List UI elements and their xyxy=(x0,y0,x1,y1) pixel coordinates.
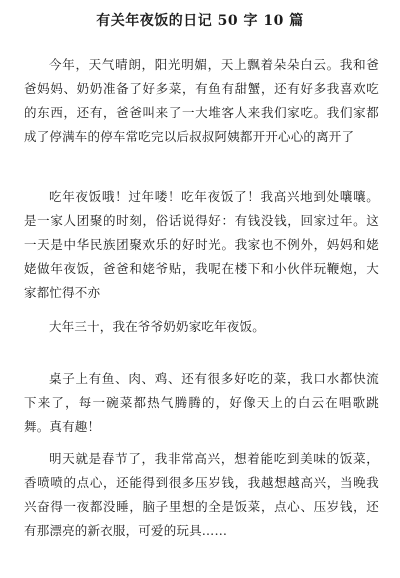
paragraph-2: 吃年夜饭哦！过年喽！吃年夜饭了！我高兴地到处嚷嚷。是一家人团聚的时刻，俗话说得好：有钱没钱，回家过年。这一天是中华民族团聚欢乐的好时光。我家也不例外，妈妈和姥姥做年夜饭，爸爸和姥爷贴，我呢在楼下和小伙伴玩鞭炮，大家都忙得不亦 xyxy=(24,188,379,300)
paragraph-3: 大年三十，我在爷爷奶奶家吃年夜饭。 xyxy=(49,318,265,334)
document-title: 有关年夜饭的日记 50 字 10 篇 xyxy=(96,13,304,29)
paragraph-1: 今年，天气晴朗，阳光明媚，天上飘着朵朵白云。我和爸爸妈妈、奶奶准备了好多菜，有鱼有甜蟹，还有好多我喜欢吃的东西，还有，爸爸叫来了一大堆客人来我们家吃。我们家都成了停满车的停车常吃完以后叔叔阿姨都开开心心的离开了 xyxy=(24,56,379,144)
paragraph-5: 明天就是春节了，我非常高兴，想着能吃到美味的饭菜，香喷喷的点心，还能得到很多压岁钱，我越想越高兴，当晚我兴奋得一夜都没睡，脑子里想的全是饭菜，点心、压岁钱，还有那漂亮的新衣服，可爱的玩具…… xyxy=(24,450,379,538)
paragraph-4: 桌子上有鱼、肉、鸡、还有很多好吃的菜，我口水都快流下来了，每一碗菜都热气腾腾的，好像天上的白云在唱歌跳舞。真有趣！ xyxy=(24,370,379,434)
